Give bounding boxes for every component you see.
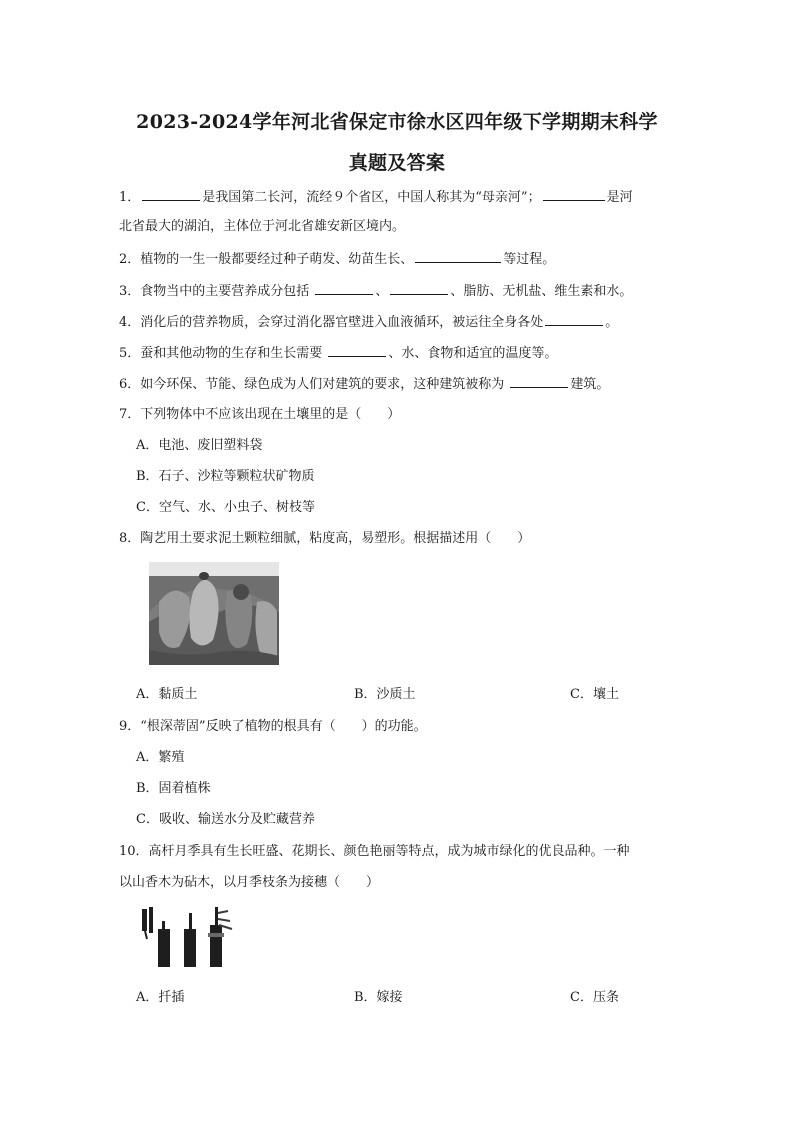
question-number: 1． (119, 190, 141, 205)
question-10-option-b[interactable]: B．嫁接 (354, 990, 403, 1005)
question-8-option-a[interactable]: A．黏质土 (136, 687, 198, 702)
question-9-option-c[interactable]: C．吸收、输送水分及贮藏营养 (136, 812, 315, 827)
question-1-line2: 北省最大的湖泊，主体位于河北省雄安新区境内。 (119, 219, 406, 234)
question-text: 3．食物当中的主要营养成分包括 (119, 284, 314, 299)
question-text: 、 (375, 284, 389, 299)
question-5 (119, 343, 557, 363)
question-text: 6．如今环保、节能、绿色成为人们对建筑的要求，这种建筑被称为 (119, 377, 509, 392)
question-9-stem: 9．“根深蒂固”反映了植物的根具有（ ）的功能。 (119, 719, 427, 734)
question-1-line1 (119, 187, 633, 207)
answer-blank[interactable] (328, 343, 386, 357)
page-title-line2: 真题及答案 (348, 152, 446, 174)
question-9-option-b[interactable]: B．固着植株 (136, 781, 211, 796)
question-10-option-c[interactable]: C．压条 (570, 990, 619, 1005)
answer-blank[interactable] (142, 187, 200, 201)
answer-blank[interactable] (545, 312, 603, 326)
question-text: 是我国第二长河，流经９个省区，中国人称其为“母亲河”； (202, 190, 541, 205)
question-10-option-a[interactable]: A．扦插 (136, 990, 185, 1005)
question-6 (119, 374, 609, 394)
question-2 (119, 249, 555, 269)
question-text: 是河 (606, 190, 633, 205)
question-8-option-c[interactable]: C．壤土 (570, 687, 619, 702)
question-text: 5．蚕和其他动物的生存和生长需要 (119, 346, 327, 361)
question-text: 、脂肪、无机盐、维生素和水。 (450, 284, 633, 299)
question-7-option-c[interactable]: C．空气、水、小虫子、树枝等 (136, 500, 315, 515)
answer-blank[interactable] (390, 281, 448, 295)
question-text: 2．植物的一生一般都要经过种子萌发、幼苗生长、 (119, 252, 414, 267)
clay-pottery-photo (149, 562, 279, 665)
question-8-stem: 8．陶艺用土要求泥土颗粒细腻，粘度高，易塑形。根据描述用（ ） (119, 531, 531, 546)
question-text: 4．消化后的营养物质，会穿过消化器官壁进入血液循环，被运往全身各处 (119, 315, 544, 330)
answer-blank[interactable] (315, 281, 373, 295)
question-8-option-b[interactable]: B．沙质土 (354, 687, 416, 702)
question-10-stem-line2: 以山香木为砧木，以月季枝条为接穗（ ） (119, 875, 380, 890)
question-9-option-a[interactable]: A．繁殖 (136, 750, 185, 765)
question-text: 等过程。 (503, 252, 556, 267)
grafting-stems-illustration (140, 905, 240, 969)
answer-blank[interactable] (415, 249, 501, 263)
question-7-option-a[interactable]: A．电池、废旧塑料袋 (136, 438, 263, 453)
question-10-stem-line1: 10．高杆月季具有生长旺盛、花期长、颜色艳丽等特点，成为城市绿化的优良品种。一种 (119, 844, 630, 859)
question-7-stem: 7．下列物体中不应该出现在土壤里的是（ ） (119, 407, 401, 422)
answer-blank[interactable] (510, 374, 568, 388)
question-text: 、水、食物和适宜的温度等。 (388, 346, 558, 361)
question-7-option-b[interactable]: B．石子、沙粒等颗粒状矿物质 (136, 469, 315, 484)
question-text: 。 (605, 315, 619, 330)
question-4 (119, 312, 618, 332)
question-text: 建筑。 (570, 377, 610, 392)
page-title: 2023-2024学年河北省保定市徐水区四年级下学期期末科学 (136, 111, 658, 133)
answer-blank[interactable] (543, 187, 605, 201)
question-3 (119, 281, 632, 301)
